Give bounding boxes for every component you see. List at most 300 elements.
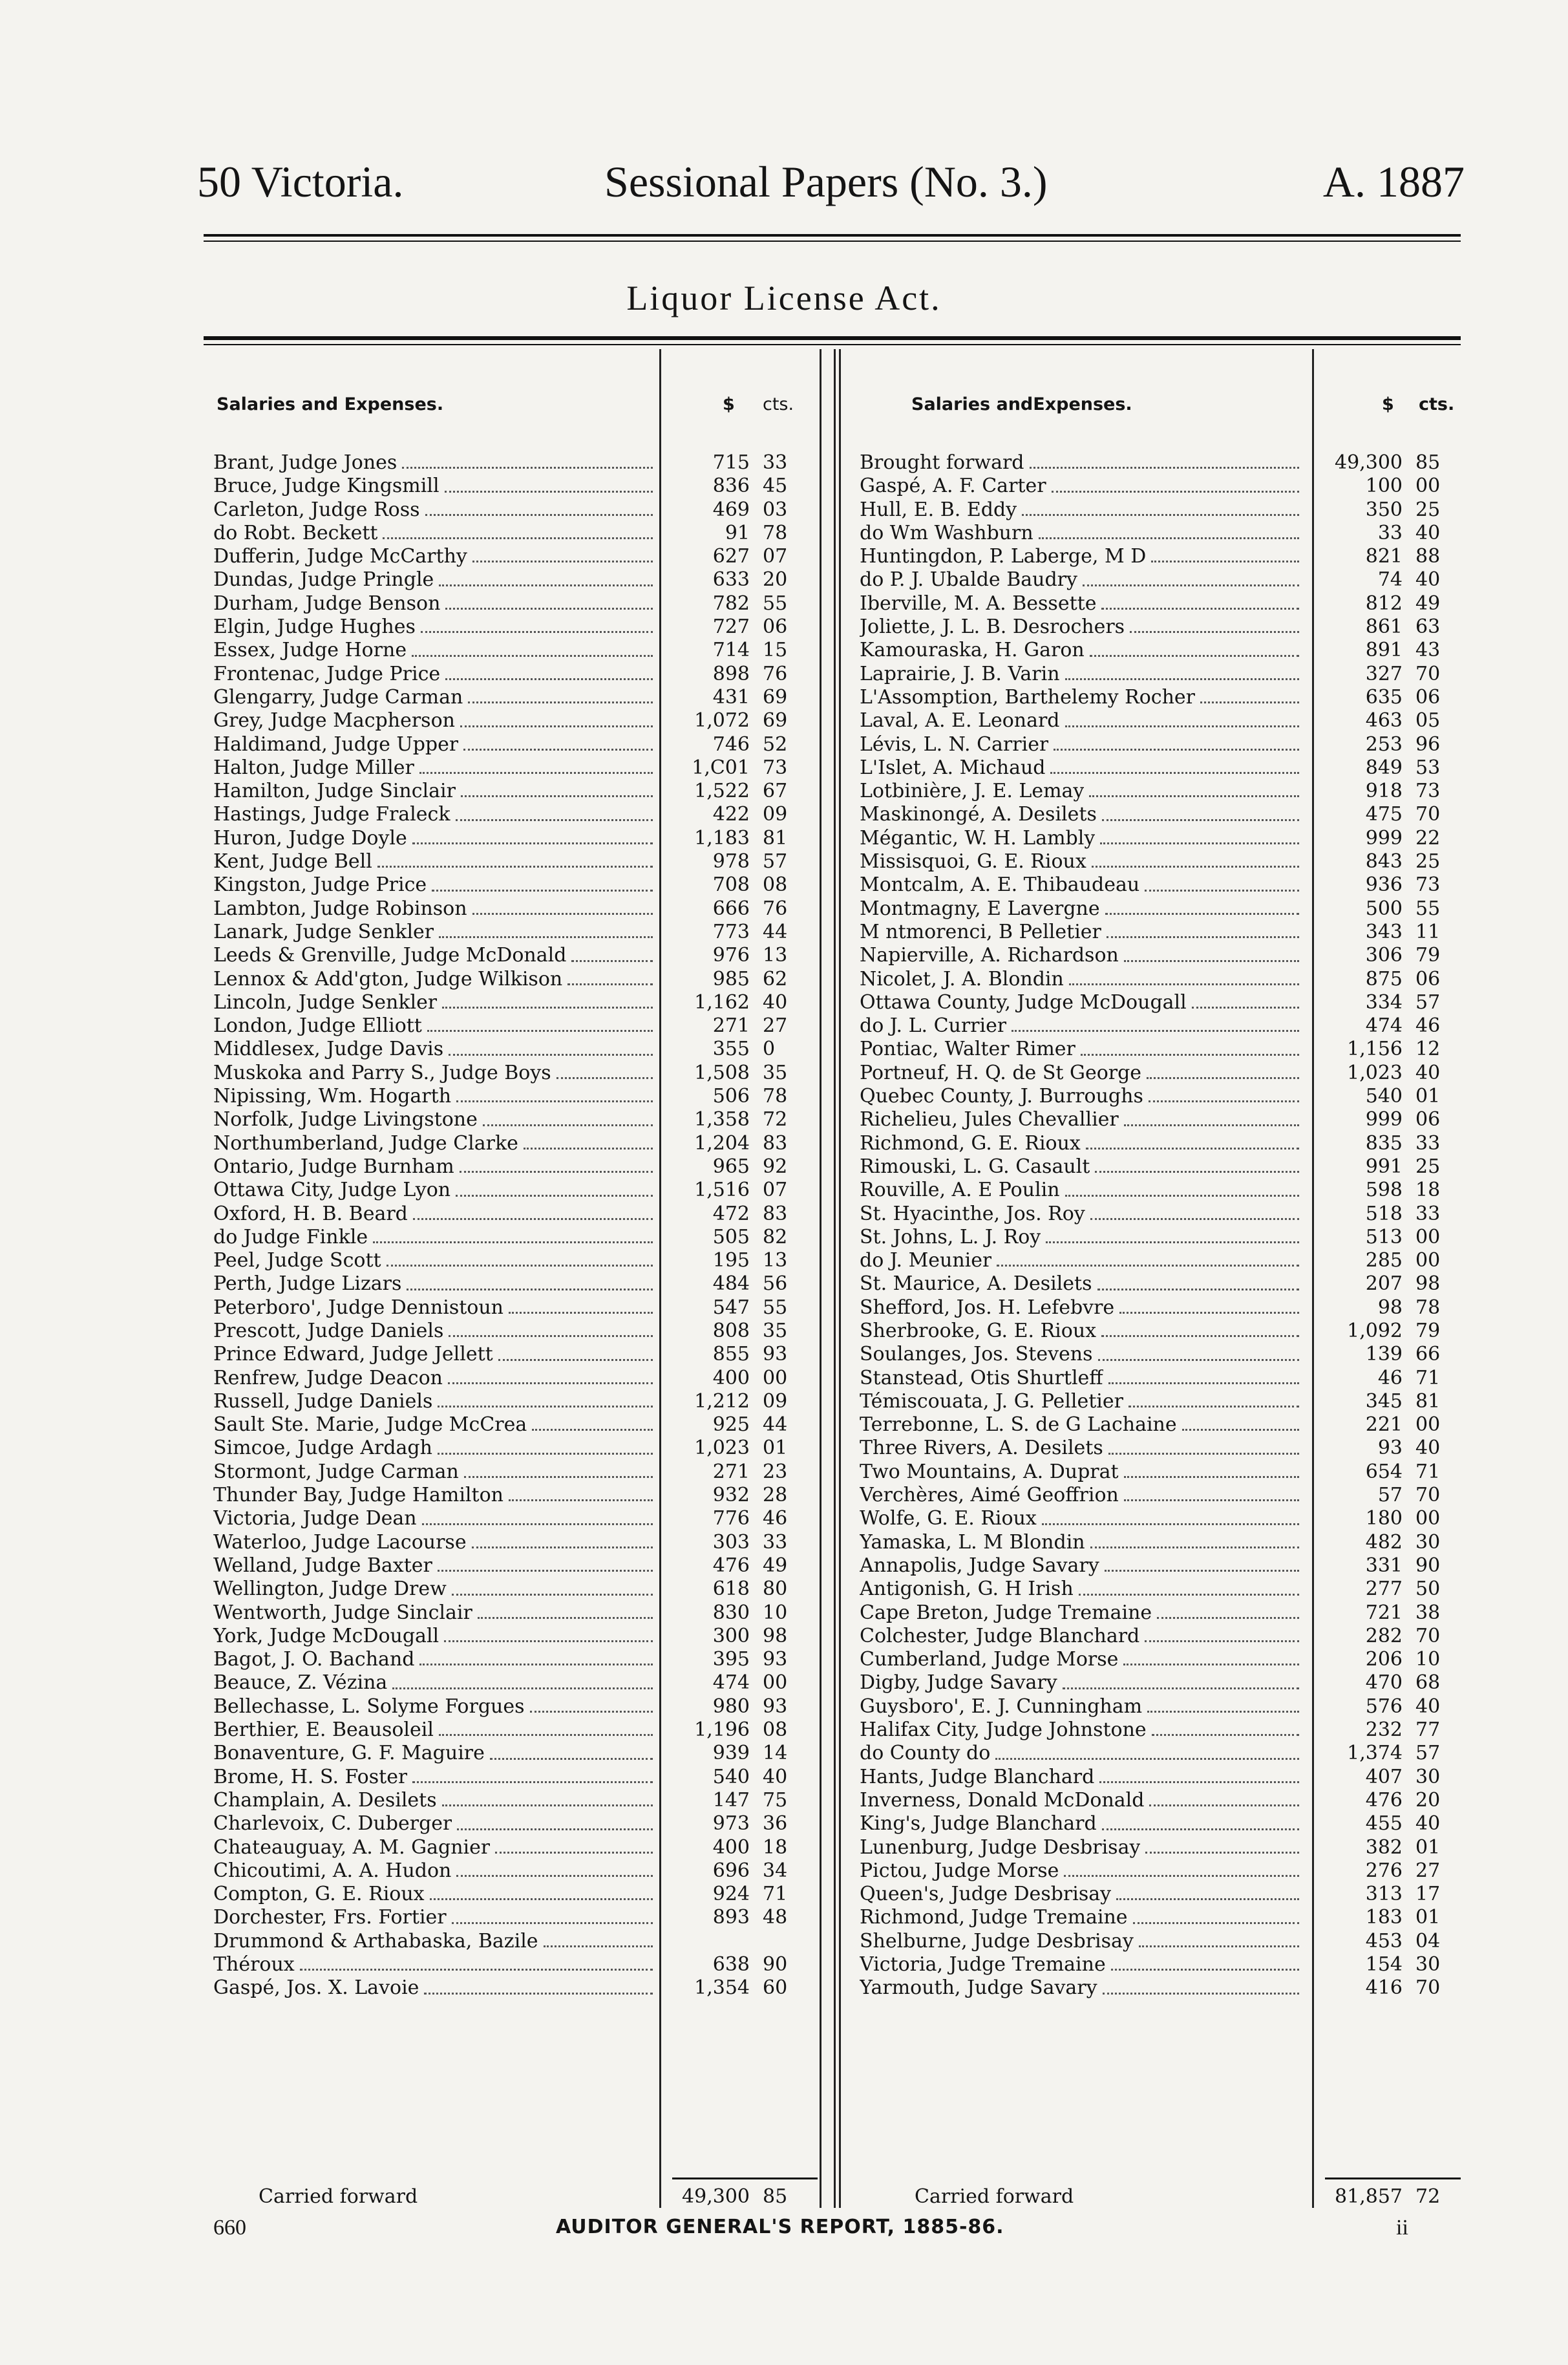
leader-dots xyxy=(1124,1499,1299,1501)
entry-name: Ottawa County, Judge McDougall xyxy=(860,990,1187,1014)
entry-dollars: 708 xyxy=(712,873,750,897)
leader-dots xyxy=(1108,1382,1299,1384)
entry-cents: 83 xyxy=(763,1131,788,1155)
right-entries-list xyxy=(860,451,1461,2000)
entry-cents: 01 xyxy=(763,1437,788,1460)
table-row xyxy=(860,1155,1461,1179)
entry-dollars: 939 xyxy=(712,1742,750,1765)
entry-name: Leeds & Grenville, Judge McDonald xyxy=(213,944,567,967)
table-row xyxy=(860,1883,1461,1906)
entry-dollars: 416 xyxy=(1365,1976,1403,2000)
entry-name: Bagot, J. O. Bachand xyxy=(213,1648,415,1671)
entry-name: Wentworth, Judge Sinclair xyxy=(213,1601,472,1624)
entry-cents: 30 xyxy=(1415,1953,1441,1976)
table-row xyxy=(213,991,814,1014)
entry-name: Beauce, Z. Vézina xyxy=(213,1671,388,1695)
entry-name: Montmagny, E Lavergne xyxy=(860,897,1100,920)
table-row xyxy=(213,1320,814,1343)
leader-dots xyxy=(461,795,653,797)
entry-dollars: 327 xyxy=(1365,662,1403,685)
entry-name: Dufferin, Judge McCarthy xyxy=(213,545,467,568)
table-row xyxy=(860,1695,1461,1718)
table-row xyxy=(860,1718,1461,1742)
entry-name: Carleton, Judge Ross xyxy=(213,498,420,521)
entry-dollars: 654 xyxy=(1365,1460,1403,1483)
table-row xyxy=(860,1976,1461,2000)
entry-name: Sherbrooke, G. E. Rioux xyxy=(860,1319,1097,1342)
entry-dollars: 513 xyxy=(1365,1225,1403,1248)
entry-name: Drummond & Arthabaska, Bazile xyxy=(213,1929,538,1953)
entry-name: St. Johns, L. J. Roy xyxy=(860,1225,1041,1248)
header-title: Sessional Papers (No. 3.) xyxy=(604,157,1048,206)
entry-cents: 40 xyxy=(1415,568,1441,592)
entry-dollars: 221 xyxy=(1365,1413,1403,1437)
table-row xyxy=(860,968,1461,991)
entry-cents: 93 xyxy=(763,1343,788,1366)
leader-dots xyxy=(432,890,653,892)
entry-dollars: 282 xyxy=(1365,1624,1403,1647)
entry-dollars: 453 xyxy=(1365,1929,1403,1953)
table-row xyxy=(860,944,1461,967)
left-total-rule xyxy=(672,2178,818,2179)
header-rule-bottom xyxy=(204,241,1461,242)
entry-cents: 25 xyxy=(1415,498,1441,521)
entry-cents: 06 xyxy=(1415,685,1441,709)
entry-cents: 66 xyxy=(1415,1343,1441,1366)
table-row xyxy=(213,1718,814,1742)
entry-name: Bruce, Judge Kingsmill xyxy=(213,475,440,498)
entry-cents: 78 xyxy=(1415,1296,1441,1319)
entry-dollars: 776 xyxy=(712,1507,750,1530)
entry-name: Huntingdon, P. Laberge, M D xyxy=(860,545,1147,568)
leader-dots xyxy=(1063,1687,1299,1689)
entry-dollars: 431 xyxy=(712,685,750,709)
table-row xyxy=(860,991,1461,1014)
table-row xyxy=(860,451,1461,475)
entry-dollars: 932 xyxy=(712,1484,750,1507)
entry-name: Lotbinière, J. E. Lemay xyxy=(860,780,1085,803)
entry-cents: 30 xyxy=(1415,1765,1441,1788)
table-row xyxy=(213,897,814,921)
table-row xyxy=(860,1812,1461,1835)
entry-cents: 18 xyxy=(1415,1179,1441,1202)
table-row xyxy=(860,1507,1461,1530)
leader-dots xyxy=(1145,1640,1299,1642)
table-row xyxy=(860,1789,1461,1812)
entry-cents: 71 xyxy=(1415,1460,1441,1483)
entry-name: Colchester, Judge Blanchard xyxy=(860,1624,1140,1647)
entry-dollars: 1,358 xyxy=(694,1108,750,1131)
table-row xyxy=(213,1390,814,1413)
leader-dots xyxy=(1145,1852,1299,1854)
leader-dots xyxy=(571,960,653,962)
leader-dots xyxy=(997,1265,1299,1267)
entry-cents: 05 xyxy=(1415,709,1441,733)
table-row xyxy=(860,780,1461,803)
entry-dollars: 875 xyxy=(1365,967,1403,990)
leader-dots xyxy=(460,1171,653,1173)
leader-dots xyxy=(1147,1077,1299,1079)
entry-name: do Robt. Beckett xyxy=(213,521,378,544)
table-row xyxy=(213,545,814,568)
table-row xyxy=(860,1554,1461,1578)
table-row xyxy=(860,1296,1461,1320)
entry-dollars: 1,516 xyxy=(694,1179,750,1202)
table-row xyxy=(213,451,814,475)
entry-name: Pontiac, Walter Rimer xyxy=(860,1038,1075,1061)
table-row xyxy=(213,1038,814,1061)
table-row xyxy=(860,1413,1461,1437)
entry-name: Peterboro', Judge Dennistoun xyxy=(213,1296,503,1319)
entry-name: Victoria, Judge Dean xyxy=(213,1507,417,1530)
entry-name: Kent, Judge Bell xyxy=(213,850,372,873)
leader-dots xyxy=(1139,1945,1299,1947)
table-row xyxy=(860,545,1461,568)
table-row xyxy=(213,1742,814,1765)
entry-cents: 98 xyxy=(1415,1272,1441,1296)
entry-name: Joliette, J. L. B. Desrochers xyxy=(860,615,1125,639)
entry-name: Norfolk, Judge Livingstone xyxy=(213,1108,478,1131)
entry-cents: 00 xyxy=(1415,1225,1441,1248)
table-row xyxy=(213,1461,814,1484)
entry-name: Ottawa City, Judge Lyon xyxy=(213,1179,451,1202)
table-row xyxy=(213,1367,814,1390)
leader-dots xyxy=(498,1359,653,1361)
leader-dots xyxy=(421,631,653,633)
entry-cents: 13 xyxy=(763,1249,788,1272)
table-row xyxy=(213,1108,814,1131)
entry-cents: 17 xyxy=(1415,1883,1441,1906)
leader-dots xyxy=(567,983,653,985)
entry-cents: 56 xyxy=(763,1272,788,1296)
entry-cents: 10 xyxy=(763,1601,788,1624)
table-row xyxy=(860,592,1461,615)
table-row xyxy=(860,1367,1461,1390)
entry-cents: 70 xyxy=(1415,662,1441,685)
entry-cents: 08 xyxy=(763,873,788,897)
table-row xyxy=(213,1413,814,1437)
right-column-heading: Salaries andExpenses. xyxy=(911,394,1132,414)
leader-dots xyxy=(1200,701,1299,703)
leader-dots xyxy=(532,1429,653,1431)
entry-dollars: 547 xyxy=(712,1296,750,1319)
entry-cents: 25 xyxy=(1415,1155,1441,1178)
leader-dots xyxy=(457,1828,653,1830)
leader-dots xyxy=(1130,631,1299,633)
entry-name: Soulanges, Jos. Stevens xyxy=(860,1343,1093,1366)
entry-cents: 55 xyxy=(1415,897,1441,920)
entry-dollars: 746 xyxy=(712,733,750,756)
entry-name: Bellechasse, L. Solyme Forgues xyxy=(213,1695,525,1718)
leader-dots xyxy=(427,1030,653,1032)
leader-dots xyxy=(1151,561,1299,562)
page-header xyxy=(0,156,1568,208)
leader-dots xyxy=(1099,1781,1299,1783)
entry-cents: 70 xyxy=(1415,1624,1441,1647)
entry-cents: 73 xyxy=(1415,873,1441,897)
leader-dots xyxy=(373,1241,653,1243)
entry-dollars: 470 xyxy=(1365,1671,1403,1695)
entry-dollars: 598 xyxy=(1365,1179,1403,1202)
entry-name: Elgin, Judge Hughes xyxy=(213,615,416,639)
entry-dollars: 638 xyxy=(712,1953,750,1976)
entry-cents: 48 xyxy=(763,1906,788,1929)
entry-cents: 70 xyxy=(1415,803,1441,826)
entry-cents: 12 xyxy=(1415,1038,1441,1061)
entry-cents: 44 xyxy=(763,920,788,943)
entry-dollars: 500 xyxy=(1365,897,1403,920)
entry-dollars: 782 xyxy=(712,592,750,615)
leader-dots xyxy=(1086,1148,1299,1150)
table-row xyxy=(860,475,1461,498)
leader-dots xyxy=(439,936,653,938)
table-row xyxy=(860,1203,1461,1226)
entry-dollars: 635 xyxy=(1365,685,1403,709)
table-row xyxy=(213,1648,814,1671)
entry-cents: 75 xyxy=(763,1788,788,1812)
table-row xyxy=(860,1062,1461,1085)
report-title: AUDITOR GENERAL'S REPORT, 1885-86. xyxy=(556,2216,1004,2238)
leader-dots xyxy=(439,584,653,586)
entry-name: Cumberland, Judge Morse xyxy=(860,1648,1119,1671)
entry-name: do J. Meunier xyxy=(860,1249,992,1272)
leader-dots xyxy=(472,1546,653,1548)
entry-dollars: 836 xyxy=(712,475,750,498)
table-row xyxy=(213,1132,814,1155)
left-amount-rule xyxy=(820,349,821,2208)
entry-cents: 71 xyxy=(1415,1366,1441,1389)
entry-dollars: 627 xyxy=(712,545,750,568)
entry-name: Portneuf, H. Q. de St George xyxy=(860,1061,1142,1084)
entry-cents: 10 xyxy=(1415,1648,1441,1671)
entry-cents: 69 xyxy=(763,685,788,709)
table-row xyxy=(860,1038,1461,1061)
table-row xyxy=(860,1132,1461,1155)
entry-cents: 07 xyxy=(763,1179,788,1202)
left-carried-label: Carried forward xyxy=(259,2185,418,2208)
entry-dollars: 183 xyxy=(1365,1906,1403,1929)
entry-cents: 81 xyxy=(1415,1389,1441,1413)
entry-name: Maskinongé, A. Desilets xyxy=(860,803,1097,826)
entry-dollars: 1,212 xyxy=(694,1389,750,1413)
table-row xyxy=(213,1249,814,1272)
entry-name: Berthier, E. Beausoleil xyxy=(213,1718,434,1742)
entry-dollars: 472 xyxy=(712,1202,750,1225)
entry-dollars: 303 xyxy=(712,1530,750,1554)
entry-dollars: 475 xyxy=(1365,803,1403,826)
leader-dots xyxy=(1065,725,1299,727)
table-row xyxy=(860,733,1461,756)
entry-name: Richmond, Judge Tremaine xyxy=(860,1906,1128,1929)
entry-cents: 0 xyxy=(763,1038,776,1061)
entry-cents: 79 xyxy=(1415,944,1441,967)
leader-dots xyxy=(1069,983,1299,985)
entry-name: Renfrew, Judge Deacon xyxy=(213,1366,443,1389)
leader-dots xyxy=(449,1054,653,1056)
entry-cents: 33 xyxy=(763,451,788,474)
entry-cents: 62 xyxy=(763,967,788,990)
table-row xyxy=(860,1272,1461,1296)
leader-dots xyxy=(448,1382,653,1384)
entry-cents: 40 xyxy=(763,1765,788,1788)
entry-dollars: 350 xyxy=(1365,498,1403,521)
leader-dots xyxy=(1097,1289,1299,1290)
entry-cents: 73 xyxy=(1415,780,1441,803)
table-row xyxy=(213,1766,814,1789)
entry-name: Compton, G. E. Rioux xyxy=(213,1883,425,1906)
entry-name: Rouville, A. E Poulin xyxy=(860,1179,1060,1202)
entry-name: L'Islet, A. Michaud xyxy=(860,756,1046,779)
leader-dots xyxy=(412,655,653,657)
entry-dollars: 476 xyxy=(712,1554,750,1577)
entry-dollars: 893 xyxy=(712,1906,750,1929)
entry-dollars: 991 xyxy=(1365,1155,1403,1178)
entry-name: Annapolis, Judge Savary xyxy=(860,1554,1099,1577)
leader-dots xyxy=(1064,1875,1299,1877)
leader-dots xyxy=(1022,514,1299,516)
table-row xyxy=(860,1953,1461,1976)
left-column-heading: Salaries and Expenses. xyxy=(217,394,444,414)
entry-dollars: 147 xyxy=(712,1788,750,1812)
entry-dollars: 999 xyxy=(1365,1108,1403,1131)
leader-dots xyxy=(1149,1100,1299,1102)
center-double-rule-b xyxy=(839,349,841,2208)
entry-cents: 15 xyxy=(763,639,788,662)
table-row xyxy=(860,1108,1461,1131)
leader-dots xyxy=(452,1922,653,1924)
leader-dots xyxy=(1092,866,1299,868)
entry-cents: 20 xyxy=(1415,1788,1441,1812)
entry-dollars: 1,023 xyxy=(694,1437,750,1460)
entry-name: Brant, Judge Jones xyxy=(213,451,397,474)
leader-dots xyxy=(1145,890,1299,892)
entry-cents: 33 xyxy=(1415,1202,1441,1225)
entry-dollars: 1,183 xyxy=(694,826,750,850)
leader-dots xyxy=(1119,1312,1299,1314)
table-row xyxy=(213,1343,814,1366)
leader-dots xyxy=(456,819,653,821)
entry-dollars: 91 xyxy=(725,521,750,544)
entry-cents: 93 xyxy=(763,1695,788,1718)
table-row xyxy=(213,780,814,803)
table-row xyxy=(860,756,1461,780)
table-row xyxy=(860,709,1461,733)
leader-dots xyxy=(449,1335,653,1337)
entry-name: Lambton, Judge Robinson xyxy=(213,897,467,920)
table-row xyxy=(860,1742,1461,1765)
right-cents-heading: cts. xyxy=(1419,394,1455,414)
entry-cents: 00 xyxy=(1415,1413,1441,1437)
entry-dollars: 1,354 xyxy=(694,1976,750,2000)
table-row xyxy=(860,1226,1461,1249)
entry-cents: 57 xyxy=(1415,1742,1441,1765)
entry-name: Kamouraska, H. Garon xyxy=(860,639,1085,662)
leader-dots xyxy=(463,749,653,751)
entry-cents: 40 xyxy=(1415,1437,1441,1460)
table-row xyxy=(213,1789,814,1812)
entry-name: Pictou, Judge Morse xyxy=(860,1859,1059,1882)
entry-dollars: 965 xyxy=(712,1155,750,1178)
leader-dots xyxy=(1039,537,1299,539)
entry-name: Perth, Judge Lizars xyxy=(213,1272,402,1296)
header-year: A. 1887 xyxy=(1322,157,1465,206)
entry-cents: 49 xyxy=(763,1554,788,1577)
table-row xyxy=(213,1014,814,1038)
entry-dollars: 518 xyxy=(1365,1202,1403,1225)
entry-dollars: 1,204 xyxy=(694,1131,750,1155)
entry-dollars: 400 xyxy=(712,1835,750,1859)
entry-name: Napierville, A. Richardson xyxy=(860,944,1119,967)
entry-name: Waterloo, Judge Lacourse xyxy=(213,1530,467,1554)
entry-dollars: 271 xyxy=(712,1460,750,1483)
leader-dots xyxy=(402,467,653,469)
entry-cents: 00 xyxy=(1415,1507,1441,1530)
leader-dots xyxy=(483,1124,653,1126)
entry-name: Lévis, L. N. Carrier xyxy=(860,733,1049,756)
entry-dollars: 93 xyxy=(1377,1437,1403,1460)
entry-name: Yarmouth, Judge Savary xyxy=(860,1976,1097,2000)
entry-dollars: 49,300 xyxy=(1335,451,1403,474)
entry-name: Missisquoi, G. E. Rioux xyxy=(860,850,1086,873)
entry-cents: 77 xyxy=(1415,1718,1441,1742)
entry-cents: 53 xyxy=(1415,756,1441,779)
entry-cents: 57 xyxy=(763,850,788,873)
entry-cents: 90 xyxy=(763,1953,788,1976)
entry-name: Lincoln, Judge Senkler xyxy=(213,990,438,1014)
leader-dots xyxy=(544,1945,653,1947)
table-row xyxy=(213,1062,814,1085)
leader-dots xyxy=(1012,1030,1299,1032)
entry-cents: 34 xyxy=(763,1859,788,1882)
leader-dots xyxy=(387,1265,653,1267)
entry-cents: 28 xyxy=(763,1484,788,1507)
leader-dots xyxy=(442,1804,653,1806)
entry-cents: 46 xyxy=(763,1507,788,1530)
entry-dollars: 474 xyxy=(712,1671,750,1695)
entry-cents: 09 xyxy=(763,803,788,826)
entry-cents: 81 xyxy=(763,826,788,850)
entry-dollars: 74 xyxy=(1377,568,1403,592)
entry-cents: 33 xyxy=(1415,1131,1441,1155)
leader-dots xyxy=(490,1758,653,1760)
entry-dollars: 773 xyxy=(712,920,750,943)
entry-dollars: 331 xyxy=(1365,1554,1403,1577)
entry-dollars: 313 xyxy=(1365,1883,1403,1906)
entry-cents: 13 xyxy=(763,944,788,967)
entry-cents: 40 xyxy=(1415,521,1441,544)
right-total-rule xyxy=(1325,2178,1461,2179)
entry-dollars: 843 xyxy=(1365,850,1403,873)
entry-cents: 27 xyxy=(763,1014,788,1038)
table-row xyxy=(213,1484,814,1507)
table-row xyxy=(213,1836,814,1859)
table-row xyxy=(860,1390,1461,1413)
entry-cents: 67 xyxy=(763,780,788,803)
entry-dollars: 100 xyxy=(1365,475,1403,498)
table-row xyxy=(213,944,814,967)
entry-name: Nicolet, J. A. Blondin xyxy=(860,967,1064,990)
leader-dots xyxy=(1108,1453,1299,1455)
entry-dollars: 835 xyxy=(1365,1131,1403,1155)
leader-dots xyxy=(1089,795,1299,797)
entry-cents: 09 xyxy=(763,1389,788,1413)
entry-name: Wolfe, G. E. Rioux xyxy=(860,1507,1037,1530)
entry-dollars: 924 xyxy=(712,1883,750,1906)
leader-dots xyxy=(1147,1711,1299,1713)
entry-dollars: 925 xyxy=(712,1413,750,1437)
entry-dollars: 999 xyxy=(1365,826,1403,850)
entry-dollars: 300 xyxy=(712,1624,750,1647)
